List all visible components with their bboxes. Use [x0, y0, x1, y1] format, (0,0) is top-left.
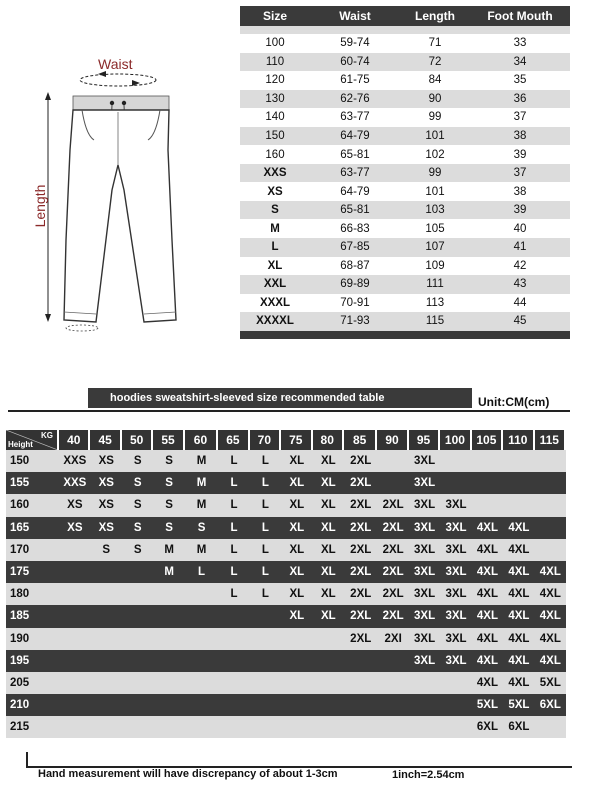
kg-column-header: 80	[313, 430, 342, 450]
size-recommend-cell: 5XL	[508, 699, 530, 712]
header-size: Size	[262, 9, 287, 23]
kg-column-header: 100	[440, 430, 469, 450]
header-foot-mouth: Foot Mouth	[487, 9, 553, 23]
size-recommend-cell: 3XL	[445, 610, 467, 623]
size-recommend-cell: XL	[320, 499, 336, 512]
size-recommend-cell: 4XL	[508, 654, 530, 667]
height-cell: 205	[10, 676, 30, 689]
size-recommend-cell: L	[230, 543, 238, 556]
length-cell: 103	[425, 204, 445, 217]
height-cell: 190	[10, 632, 30, 645]
recommend-row	[6, 694, 566, 716]
size-cell: 100	[265, 37, 285, 50]
foot-mouth-cell: 44	[513, 296, 527, 309]
height-cell: 215	[10, 721, 30, 734]
length-cell: 109	[425, 259, 445, 272]
waist-cell: 68-87	[340, 259, 370, 272]
size-recommend-cell: 3XL	[414, 521, 436, 534]
kg-column-header: 95	[409, 430, 438, 450]
unit-label: Unit:CM(cm)	[478, 395, 550, 409]
recommend-row	[6, 716, 566, 738]
size-recommend-cell: L	[230, 455, 238, 468]
size-recommend-cell: M	[196, 477, 207, 490]
recommend-title-bar	[88, 388, 472, 408]
size-recommend-cell: 5XL	[476, 699, 498, 712]
length-cell: 99	[428, 167, 442, 180]
size-table-row	[240, 294, 570, 313]
waist-cell: 65-81	[340, 148, 370, 161]
foot-mouth-cell: 45	[513, 315, 527, 328]
waist-cell: 70-91	[340, 296, 370, 309]
size-recommend-cell: XL	[289, 499, 305, 512]
waist-cell: 63-77	[340, 167, 370, 180]
size-recommend-cell: 3XL	[414, 632, 436, 645]
kg-column-header: 75	[281, 430, 310, 450]
size-table-row	[240, 145, 570, 164]
size-recommend-cell: 4XL	[508, 543, 530, 556]
size-recommend-cell: 2XL	[350, 566, 372, 579]
size-table-row	[240, 257, 570, 276]
recommend-row	[6, 650, 566, 672]
size-recommend-cell: 2XL	[350, 543, 372, 556]
size-recommend-cell: 4XL	[539, 588, 561, 601]
kg-column-header: 60	[185, 430, 216, 450]
size-cell: 120	[265, 74, 285, 87]
waist-cell: 71-93	[340, 315, 370, 328]
header-waist: Waist	[339, 9, 371, 23]
size-recommend-cell: 3XL	[414, 654, 436, 667]
header-length: Length	[415, 9, 455, 23]
waist-cell: 63-77	[340, 111, 370, 124]
length-cell: 115	[425, 315, 445, 328]
waist-cell: 64-79	[340, 185, 370, 198]
size-recommend-cell: XL	[289, 521, 305, 534]
size-recommend-cell: 3XL	[445, 588, 467, 601]
size-recommend-cell: S	[133, 543, 142, 556]
size-table-row	[240, 34, 570, 53]
recommend-row	[6, 672, 566, 694]
kg-column-header: 70	[250, 430, 279, 450]
kg-column-header: 55	[153, 430, 182, 450]
size-recommend-cell: L	[261, 588, 269, 601]
size-chart-table	[240, 6, 570, 339]
waist-label: Waist	[98, 56, 133, 72]
length-cell: 72	[428, 55, 442, 68]
size-recommend-cell: 4XL	[539, 632, 561, 645]
height-cell: 185	[10, 610, 30, 623]
size-recommend-cell: L	[230, 499, 238, 512]
foot-mouth-cell: 39	[513, 148, 527, 161]
size-recommend-cell: XS	[98, 477, 114, 490]
recommend-row	[6, 450, 566, 472]
length-cell: 101	[425, 185, 445, 198]
corner-kg-label: KG	[41, 431, 54, 440]
length-cell: 105	[425, 222, 445, 235]
size-recommend-cell: XL	[320, 521, 336, 534]
size-cell: 150	[265, 130, 285, 142]
size-cell: XS	[267, 185, 283, 198]
inch-conversion-note: 1inch=2.54cm	[392, 769, 465, 781]
size-recommend-cell: M	[164, 566, 174, 579]
foot-mouth-cell: 33	[513, 37, 527, 50]
size-recommend-cell: XXS	[63, 455, 87, 468]
height-cell: 160	[10, 499, 30, 512]
size-cell: XXXXL	[256, 315, 294, 328]
kg-column-header: 115	[535, 430, 564, 450]
size-table-row	[240, 108, 570, 127]
length-cell: 84	[428, 74, 442, 87]
size-recommend-cell: 3XL	[445, 499, 467, 512]
size-recommend-cell: 2XL	[350, 632, 372, 645]
size-recommend-cell: 4XL	[508, 521, 530, 534]
size-recommend-cell: S	[165, 521, 173, 534]
size-recommend-cell: 4XL	[508, 588, 530, 601]
size-table-row	[240, 127, 570, 146]
corner-height-label: Height	[8, 440, 33, 449]
size-recommend-cell: XL	[320, 455, 336, 468]
size-recommend-cell: L	[230, 477, 238, 490]
size-table-row	[240, 90, 570, 109]
kg-column-header: 45	[90, 430, 119, 450]
size-recommend-cell: 4XL	[508, 632, 530, 645]
size-recommend-cell: L	[261, 455, 269, 468]
size-recommend-cell: 4XL	[539, 654, 561, 667]
size-cell: XXS	[263, 167, 287, 180]
size-recommend-cell: XL	[289, 610, 305, 623]
height-cell: 175	[10, 566, 30, 579]
size-recommend-cell: 3XL	[445, 654, 467, 667]
size-cell: XL	[267, 259, 283, 272]
waist-cell: 66-83	[340, 222, 370, 235]
length-label: Length	[32, 184, 48, 228]
kg-column-header: 65	[218, 430, 247, 450]
size-recommend-cell: XL	[289, 477, 305, 490]
waist-cell: 62-76	[340, 92, 370, 105]
size-recommend-cell: L	[261, 566, 269, 579]
size-recommend-cell: 2XL	[350, 455, 372, 468]
size-recommend-cell: XS	[98, 455, 114, 468]
size-recommend-cell: S	[165, 499, 173, 512]
size-recommend-cell: 3XL	[445, 543, 467, 556]
recommend-table-header	[6, 430, 566, 450]
size-table-row	[240, 238, 570, 257]
size-table-body	[240, 34, 570, 331]
size-recommend-cell: 4XL	[476, 610, 498, 623]
size-recommend-cell: L	[261, 499, 269, 512]
size-recommend-cell: 3XL	[414, 610, 436, 623]
size-cell: 130	[265, 92, 285, 105]
size-recommend-cell: XL	[289, 566, 305, 579]
kg-column-header: 40	[59, 430, 88, 450]
foot-mouth-cell: 37	[513, 111, 527, 124]
size-cell: L	[271, 241, 279, 254]
size-recommend-cell: 2XL	[382, 521, 404, 534]
size-table-row	[240, 312, 570, 331]
size-recommend-cell: XL	[289, 543, 305, 556]
size-recommend-cell: 2XL	[350, 610, 372, 623]
size-recommend-cell: XS	[98, 499, 114, 512]
height-cell: 165	[10, 521, 30, 534]
size-table-row	[240, 275, 570, 294]
size-recommend-cell: L	[230, 588, 238, 601]
size-recommend-cell: 4XL	[476, 521, 498, 534]
size-recommend-cell: 2XL	[382, 499, 404, 512]
foot-mouth-cell: 38	[513, 130, 527, 142]
size-cell: XXXL	[259, 296, 291, 309]
size-recommend-cell: 2XL	[382, 610, 404, 623]
recommend-row	[6, 539, 566, 561]
size-recommend-cell: M	[196, 543, 207, 556]
size-recommend-cell: 2XL	[382, 588, 404, 601]
length-cell: 111	[426, 278, 444, 291]
recommend-row	[6, 472, 566, 494]
size-recommend-cell: L	[198, 566, 206, 579]
size-recommend-cell: XL	[289, 588, 305, 601]
size-recommend-cell: XL	[320, 588, 336, 601]
height-cell: 170	[10, 543, 30, 556]
length-cell: 107	[425, 241, 445, 254]
size-recommend-cell: XL	[320, 477, 336, 490]
kg-column-header: 85	[344, 430, 375, 450]
length-cell: 101	[425, 130, 445, 142]
size-recommend-cell: L	[261, 543, 269, 556]
size-recommend-cell: 4XL	[476, 632, 498, 645]
recommend-row	[6, 583, 566, 605]
size-recommend-cell: 3XL	[414, 455, 436, 468]
length-cell: 71	[428, 37, 442, 50]
height-cell: 195	[10, 654, 30, 667]
size-table-row	[240, 182, 570, 201]
foot-mouth-cell: 36	[513, 92, 527, 105]
size-recommend-cell: 3XL	[414, 566, 436, 579]
foot-mouth-cell: 43	[513, 278, 527, 291]
size-table-row	[240, 164, 570, 183]
size-recommend-cell: S	[133, 477, 142, 490]
size-recommend-cell: XS	[67, 521, 83, 534]
kg-column-header: 50	[122, 430, 151, 450]
size-recommend-cell: 2XL	[382, 566, 404, 579]
size-recommend-cell: 3XL	[414, 588, 436, 601]
size-recommend-cell: 3XL	[414, 499, 436, 512]
size-recommend-cell: XL	[320, 610, 336, 623]
size-recommend-cell: S	[133, 455, 142, 468]
size-cell: S	[271, 204, 279, 217]
waist-cell: 67-85	[340, 241, 370, 254]
size-table-row	[240, 71, 570, 90]
waist-cell: 60-74	[340, 55, 370, 68]
size-recommend-cell: 4XL	[539, 610, 561, 623]
waist-cell: 59-74	[340, 37, 370, 50]
recommend-size-table	[6, 430, 566, 738]
size-recommend-cell: S	[133, 521, 142, 534]
size-recommend-cell: 4XL	[508, 676, 530, 689]
recommend-row	[6, 561, 566, 583]
size-recommend-cell: 6XL	[508, 721, 530, 734]
size-recommend-cell: L	[230, 521, 238, 534]
kg-column-header: 90	[377, 430, 406, 450]
foot-mouth-cell: 41	[513, 241, 527, 254]
size-recommend-cell: S	[165, 477, 173, 490]
size-recommend-cell: 4XL	[539, 566, 561, 579]
size-recommend-cell: XXS	[63, 477, 87, 490]
waist-cell: 61-75	[340, 74, 370, 87]
size-recommend-cell: 4XL	[508, 566, 530, 579]
waist-cell: 64-79	[340, 130, 370, 142]
size-recommend-cell: 4XL	[476, 676, 498, 689]
size-recommend-cell: 4XL	[476, 654, 498, 667]
size-recommend-cell: 2XL	[350, 499, 372, 512]
size-recommend-cell: 4XL	[476, 566, 498, 579]
size-recommend-cell: 2XL	[350, 588, 372, 601]
size-recommend-cell: L	[230, 566, 238, 579]
size-recommend-cell: 5XL	[539, 676, 561, 689]
size-recommend-cell: 3XL	[445, 632, 467, 645]
size-table-row	[240, 201, 570, 220]
size-recommend-cell: M	[164, 543, 174, 556]
size-table-row	[240, 219, 570, 238]
size-table-footer-bar	[240, 331, 570, 339]
size-cell: 160	[265, 148, 285, 161]
height-cell: 150	[10, 455, 30, 468]
size-recommend-cell: 2XL	[350, 521, 372, 534]
size-recommend-cell: XL	[320, 543, 336, 556]
discrepancy-note: Hand measurement will have discrepancy of about 1-3cm	[38, 768, 338, 780]
foot-mouth-cell: 38	[513, 185, 527, 198]
size-table-header	[240, 6, 570, 26]
size-recommend-cell: 6XL	[476, 721, 498, 734]
recommend-row	[6, 628, 566, 650]
divider-line	[8, 410, 570, 412]
size-recommend-cell: XL	[320, 566, 336, 579]
size-cell: M	[270, 222, 280, 235]
waist-cell: 69-89	[340, 278, 370, 291]
size-recommend-cell: S	[102, 543, 111, 556]
recommend-row	[6, 517, 566, 539]
pants-measurement-figure	[0, 0, 230, 380]
size-recommend-cell: 4XL	[476, 588, 498, 601]
length-cell: 90	[428, 92, 442, 105]
size-recommend-cell: S	[133, 499, 142, 512]
kg-column-header: 105	[472, 430, 501, 450]
size-recommend-cell: XS	[67, 499, 83, 512]
size-recommend-cell: XS	[98, 521, 114, 534]
waist-cell: 65-81	[340, 204, 370, 217]
height-cell: 210	[10, 699, 30, 712]
size-cell: XXL	[263, 278, 287, 291]
size-table-row	[240, 53, 570, 72]
size-cell: 110	[265, 55, 285, 68]
recommend-table-body	[6, 450, 566, 738]
recommend-title: hoodies sweatshirt-sleeved size recommended table	[110, 392, 385, 404]
size-recommend-cell: XL	[289, 455, 305, 468]
size-recommend-cell: 2XL	[350, 477, 372, 490]
size-table-spacer	[240, 26, 570, 34]
corner-cell	[6, 430, 57, 450]
size-recommend-cell: S	[165, 455, 173, 468]
foot-mouth-cell: 40	[513, 222, 527, 235]
height-cell: 155	[10, 477, 30, 490]
recommend-row	[6, 494, 566, 516]
kg-column-header: 110	[503, 430, 532, 450]
length-cell: 102	[425, 148, 445, 161]
size-recommend-cell: 3XL	[445, 521, 467, 534]
size-recommend-cell: L	[261, 477, 269, 490]
size-recommend-cell: 3XL	[414, 477, 436, 490]
size-recommend-cell: L	[261, 521, 269, 534]
size-recommend-cell: 4XL	[508, 610, 530, 623]
size-cell: 140	[265, 111, 285, 124]
recommend-row	[6, 605, 566, 627]
foot-mouth-cell: 39	[513, 204, 527, 217]
size-recommend-cell: 3XL	[414, 543, 436, 556]
length-cell: 99	[428, 111, 442, 124]
foot-mouth-cell: 42	[513, 259, 527, 272]
foot-mouth-cell: 37	[513, 167, 527, 180]
foot-mouth-cell: 34	[513, 55, 527, 68]
foot-mouth-cell: 35	[513, 74, 527, 87]
size-recommend-cell: 4XL	[476, 543, 498, 556]
height-cell: 180	[10, 588, 30, 601]
size-recommend-cell: M	[196, 455, 207, 468]
size-recommend-cell: M	[196, 499, 207, 512]
size-recommend-cell: 3XL	[445, 566, 467, 579]
length-cell: 113	[425, 296, 445, 309]
size-recommend-cell: S	[197, 521, 206, 534]
size-recommend-cell: 6XL	[539, 699, 561, 712]
size-recommend-cell: 2XI	[384, 632, 402, 645]
size-recommend-cell: 2XL	[382, 543, 404, 556]
